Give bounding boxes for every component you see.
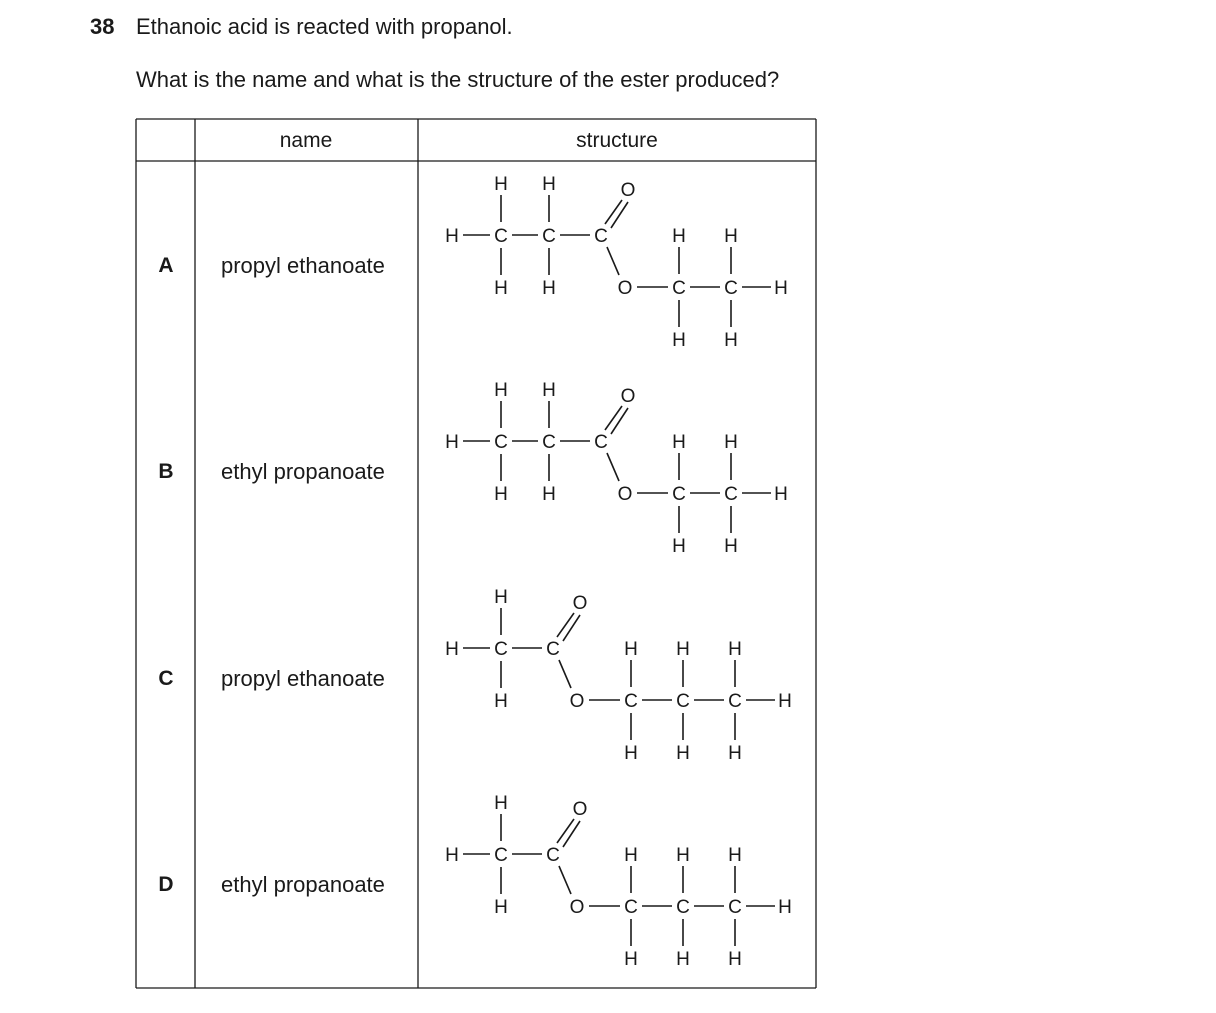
hydrogen-atom: H <box>728 639 742 660</box>
double-bond <box>611 202 628 228</box>
double-bond <box>557 819 574 843</box>
double-bond <box>605 406 622 430</box>
hydrogen-atom: H <box>728 845 742 866</box>
hydrogen-atom: H <box>778 897 792 918</box>
hydrogen-atom: H <box>774 278 788 299</box>
double-bond <box>605 200 622 224</box>
single-bond <box>607 247 619 275</box>
double-bond <box>557 613 574 637</box>
hydrogen-atom: H <box>624 743 638 764</box>
option-row <box>158 174 787 351</box>
single-bond <box>607 453 619 481</box>
option-row <box>158 793 791 970</box>
option-name: ethyl propanoate <box>221 459 385 484</box>
hydrogen-atom: H <box>445 845 459 866</box>
option-row <box>158 380 787 557</box>
carbon-atom: C <box>724 484 738 505</box>
table-grid <box>136 119 816 988</box>
hydrogen-atom: H <box>728 949 742 970</box>
carbon-atom: C <box>494 639 508 660</box>
double-bond <box>611 408 628 434</box>
carbon-atom: C <box>494 432 508 453</box>
carbon-atom: C <box>672 278 686 299</box>
option-letter: A <box>158 254 174 277</box>
question-number: 38 <box>90 14 115 39</box>
question-text: Ethanoic acid is reacted with propanol. <box>136 14 513 39</box>
hydrogen-atom: H <box>542 380 556 401</box>
hydrogen-atom: H <box>676 743 690 764</box>
option-row <box>158 587 791 764</box>
carbon-atom: C <box>724 278 738 299</box>
carbon-atom: C <box>494 226 508 247</box>
carbon-atom: C <box>546 845 560 866</box>
double-bond <box>563 615 580 641</box>
structural-formula <box>445 174 788 351</box>
oxygen-atom: O <box>620 386 636 407</box>
option-name: ethyl propanoate <box>221 872 385 897</box>
structural-formula <box>445 380 788 557</box>
carbon-atom: C <box>728 897 742 918</box>
hydrogen-atom: H <box>445 432 459 453</box>
option-letter: D <box>158 873 174 896</box>
hydrogen-atom: H <box>445 226 459 247</box>
hydrogen-atom: H <box>676 949 690 970</box>
carbon-atom: C <box>728 691 742 712</box>
oxygen-atom: O <box>620 180 636 201</box>
hydrogen-atom: H <box>542 484 556 505</box>
hydrogen-atom: H <box>724 432 738 453</box>
hydrogen-atom: H <box>672 330 686 351</box>
carbon-atom: C <box>546 639 560 660</box>
oxygen-atom: O <box>572 593 588 614</box>
header-name: name <box>279 129 333 152</box>
hydrogen-atom: H <box>624 845 638 866</box>
carbon-atom: C <box>672 484 686 505</box>
oxygen-atom: O <box>569 691 585 712</box>
single-bond <box>559 866 571 894</box>
carbon-atom: C <box>676 691 690 712</box>
hydrogen-atom: H <box>445 639 459 660</box>
option-letter: C <box>158 667 174 690</box>
hydrogen-atom: H <box>728 743 742 764</box>
hydrogen-atom: H <box>724 536 738 557</box>
hydrogen-atom: H <box>542 278 556 299</box>
carbon-atom: C <box>676 897 690 918</box>
option-letter: B <box>158 460 174 483</box>
double-bond <box>563 821 580 847</box>
hydrogen-atom: H <box>676 639 690 660</box>
header-structure: structure <box>576 129 658 152</box>
oxygen-atom: O <box>617 484 633 505</box>
hydrogen-atom: H <box>774 484 788 505</box>
hydrogen-atom: H <box>494 793 508 814</box>
option-rows <box>158 174 791 970</box>
hydrogen-atom: H <box>672 226 686 247</box>
hydrogen-atom: H <box>778 691 792 712</box>
hydrogen-atom: H <box>624 949 638 970</box>
option-name: propyl ethanoate <box>221 253 385 278</box>
carbon-atom: C <box>542 432 556 453</box>
structural-formula <box>445 793 792 970</box>
oxygen-atom: O <box>572 799 588 820</box>
hydrogen-atom: H <box>624 639 638 660</box>
carbon-atom: C <box>624 897 638 918</box>
question-prompt: What is the name and what is the structure of the ester produced? <box>136 67 780 92</box>
hydrogen-atom: H <box>494 484 508 505</box>
structural-formula <box>445 587 792 764</box>
carbon-atom: C <box>594 226 608 247</box>
carbon-atom: C <box>624 691 638 712</box>
carbon-atom: C <box>594 432 608 453</box>
hydrogen-atom: H <box>672 536 686 557</box>
oxygen-atom: O <box>617 278 633 299</box>
single-bond <box>559 660 571 688</box>
hydrogen-atom: H <box>494 691 508 712</box>
hydrogen-atom: H <box>494 897 508 918</box>
hydrogen-atom: H <box>542 174 556 195</box>
hydrogen-atom: H <box>724 330 738 351</box>
hydrogen-atom: H <box>494 587 508 608</box>
carbon-atom: C <box>542 226 556 247</box>
hydrogen-atom: H <box>676 845 690 866</box>
carbon-atom: C <box>494 845 508 866</box>
hydrogen-atom: H <box>724 226 738 247</box>
oxygen-atom: O <box>569 897 585 918</box>
hydrogen-atom: H <box>494 380 508 401</box>
hydrogen-atom: H <box>494 174 508 195</box>
hydrogen-atom: H <box>494 278 508 299</box>
option-name: propyl ethanoate <box>221 666 385 691</box>
hydrogen-atom: H <box>672 432 686 453</box>
